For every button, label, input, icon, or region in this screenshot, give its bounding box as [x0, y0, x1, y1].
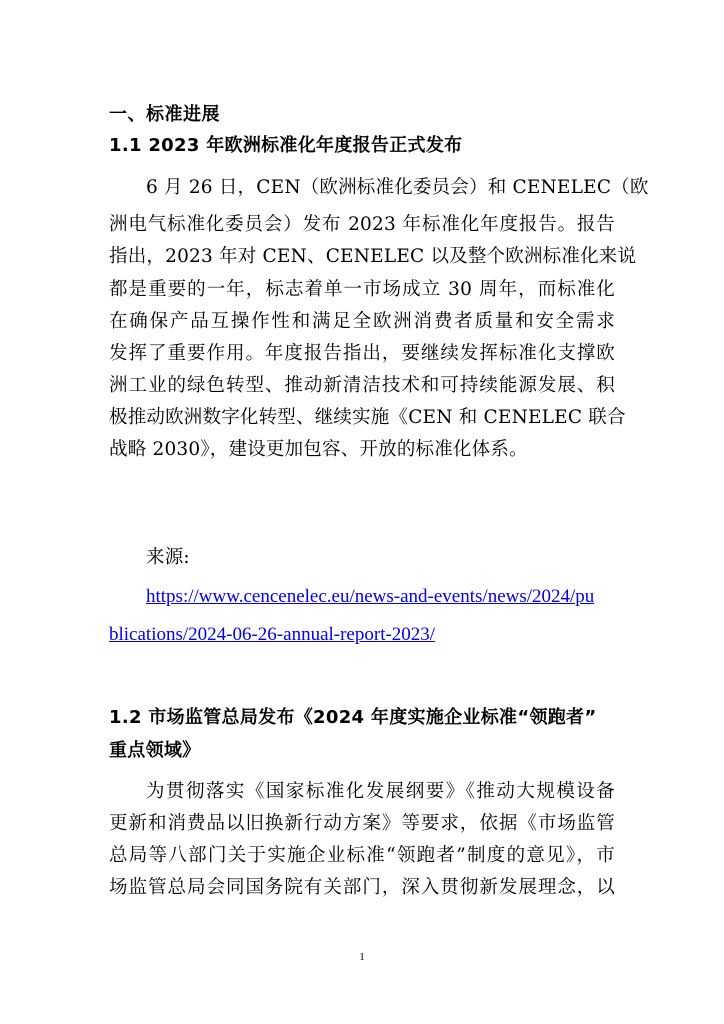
paragraph-line: 发挥了重要作用。年度报告指出，要继续发挥标准化支撑欧 — [109, 343, 615, 364]
subsection-title-1-2-continued: 重点领域》 — [109, 740, 201, 761]
source-link-continued[interactable]: blications/2024-06-26-annual-report-2023/ — [109, 624, 436, 645]
source-link[interactable]: https://www.cencenelec.eu/news-and-events/news/2024/pu — [146, 586, 595, 607]
paragraph-line: 洲电气标准化委员会）发布 2023 年标准化年度报告。报告 — [109, 214, 615, 235]
paragraph-line: 为贯彻落实《国家标准化发展纲要》《推动大规模设备 — [146, 781, 615, 802]
subsection-title-1-2: 1.2 市场监管总局发布《2024 年度实施企业标准“领跑者” — [109, 707, 597, 728]
paragraph-line: 场监管总局会同国务院有关部门，深入贯彻新发展理念，以 — [109, 877, 615, 898]
paragraph-line: 洲工业的绿色转型、推动新清洁技术和可持续能源发展、积 — [109, 375, 615, 396]
paragraph-line: 6 月 26 日，CEN（欧洲标准化委员会）和 CENELEC（欧 — [146, 177, 649, 198]
section-heading: 一、标准进展 — [109, 104, 220, 125]
page-number: 1 — [359, 951, 365, 963]
paragraph-line: 都是重要的一年，标志着单一市场成立 30 周年，而标准化 — [109, 279, 615, 300]
paragraph-line: 战略 2030》，建设更加包容、开放的标准化体系。 — [109, 439, 528, 460]
source-label: 来源: — [146, 547, 190, 568]
paragraph-line: 更新和消费品以旧换新行动方案》等要求，依据《市场监管 — [109, 813, 615, 834]
paragraph-line: 指出，2023 年对 CEN、CENELEC 以及整个欧洲标准化来说 — [109, 246, 637, 267]
paragraph-line: 总局等八部门关于实施企业标准“领跑者”制度的意见》，市 — [109, 845, 615, 866]
paragraph-line: 在确保产品互操作性和满足全欧洲消费者质量和安全需求 — [109, 311, 615, 332]
paragraph-line: 极推动欧洲数字化转型、继续实施《CEN 和 CENELEC 联合 — [109, 407, 626, 428]
subsection-title-1-1: 1.1 2023 年欧洲标准化年度报告正式发布 — [109, 135, 463, 156]
